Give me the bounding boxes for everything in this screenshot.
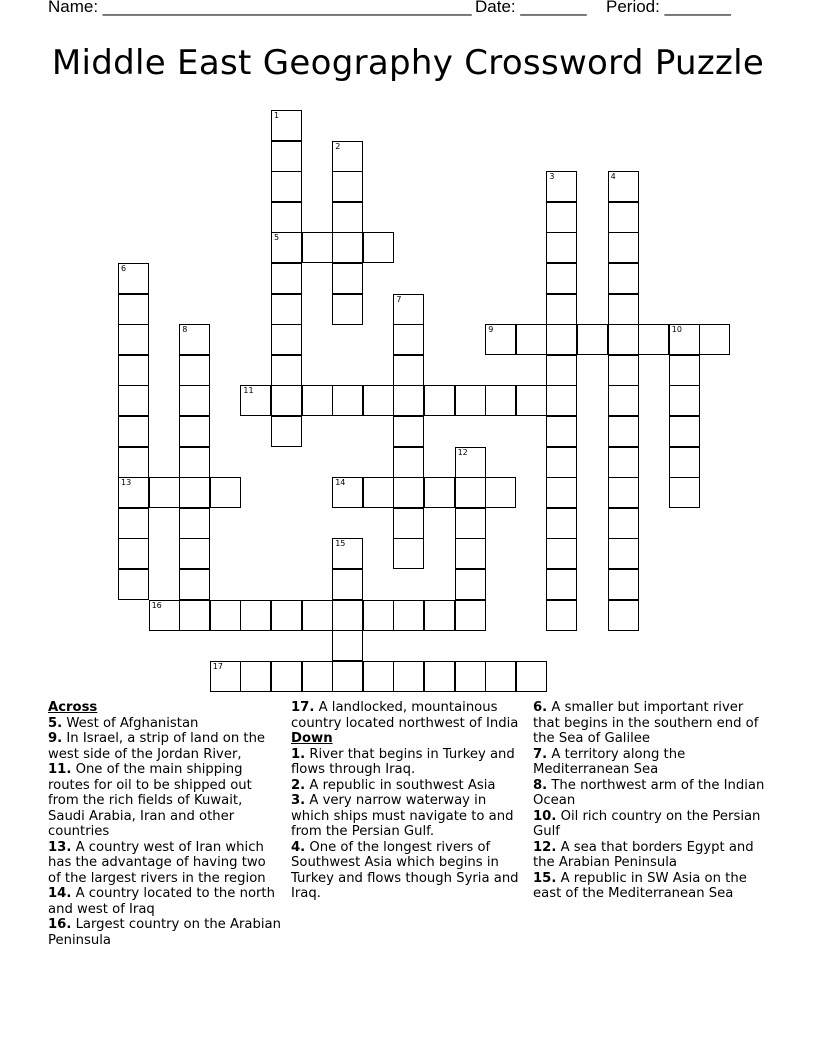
- crossword-cell[interactable]: [118, 263, 149, 294]
- clue-number-label: 8: [182, 325, 188, 335]
- period-field[interactable]: Period: _______: [606, 0, 731, 16]
- clue-number: 16.: [48, 917, 72, 932]
- clue-text: West of Afghanistan: [62, 715, 199, 731]
- crossword-cell[interactable]: [118, 385, 149, 416]
- crossword-cell[interactable]: [669, 355, 700, 386]
- crossword-cell[interactable]: [546, 202, 577, 233]
- clue-number-label: 17: [212, 661, 223, 671]
- clue-number: 4.: [291, 839, 306, 855]
- clue-item: [533, 778, 769, 809]
- crossword-cell[interactable]: [363, 661, 394, 692]
- clue-text: A country located to the north and west of Iraq: [48, 886, 275, 917]
- crossword-cell[interactable]: [546, 538, 577, 569]
- clue-number: 1.: [291, 746, 306, 762]
- clue-number: 2.: [291, 777, 306, 793]
- date-field[interactable]: Date: _______: [475, 0, 587, 16]
- clue-text: A territory along the Mediterranean Sea: [533, 746, 686, 777]
- crossword-cell[interactable]: [485, 385, 516, 416]
- crossword-cell[interactable]: [332, 630, 363, 661]
- crossword-cell[interactable]: [393, 600, 424, 631]
- crossword-cell[interactable]: [424, 385, 455, 416]
- crossword-cell[interactable]: [332, 232, 363, 263]
- crossword-cell[interactable]: [699, 324, 730, 355]
- crossword-cell[interactable]: [149, 600, 180, 631]
- crossword-cell[interactable]: [118, 477, 149, 508]
- crossword-cell[interactable]: [271, 355, 302, 386]
- crossword-cell[interactable]: [363, 477, 394, 508]
- crossword-cell[interactable]: [179, 569, 210, 600]
- clue-number-label: 13: [121, 478, 132, 488]
- crossword-cell[interactable]: [393, 477, 424, 508]
- crossword-cell[interactable]: [332, 141, 363, 172]
- crossword-cell[interactable]: [363, 232, 394, 263]
- crossword-cell[interactable]: [608, 355, 639, 386]
- crossword-cell[interactable]: [179, 385, 210, 416]
- crossword-cell[interactable]: [149, 477, 180, 508]
- crossword-cell[interactable]: [302, 600, 333, 631]
- crossword-cell[interactable]: [546, 263, 577, 294]
- crossword-cell[interactable]: [608, 600, 639, 631]
- clue-number-label: 4: [610, 172, 616, 182]
- clue-text: A republic in SW Asia on the east of the Mediterranean Sea: [533, 870, 747, 901]
- clue-number: 14.: [48, 886, 72, 901]
- crossword-cell[interactable]: [669, 416, 700, 447]
- crossword-cell[interactable]: [118, 447, 149, 478]
- clue-number: 13.: [48, 839, 72, 855]
- crossword-cell[interactable]: [271, 416, 302, 447]
- crossword-cell[interactable]: [393, 294, 424, 325]
- crossword-cell[interactable]: [608, 324, 639, 355]
- crossword-cell[interactable]: [332, 202, 363, 233]
- clue-item: [533, 871, 769, 902]
- clue-number-label: 10: [671, 325, 682, 335]
- crossword-cell[interactable]: [546, 294, 577, 325]
- crossword-cell[interactable]: [455, 569, 486, 600]
- crossword-cell[interactable]: [271, 171, 302, 202]
- crossword-cell[interactable]: [546, 600, 577, 631]
- crossword-cell[interactable]: [455, 477, 486, 508]
- crossword-cell[interactable]: [240, 385, 271, 416]
- crossword-cell[interactable]: [546, 324, 577, 355]
- crossword-cell[interactable]: [608, 232, 639, 263]
- crossword-cell[interactable]: [546, 232, 577, 263]
- crossword-cell[interactable]: [608, 202, 639, 233]
- clue-text: A country west of Iran which has the advantage of having two of the largest rivers in the region: [48, 839, 266, 886]
- clue-item: [291, 747, 525, 778]
- crossword-cell[interactable]: [332, 538, 363, 569]
- crossword-cell[interactable]: [393, 538, 424, 569]
- crossword-cell[interactable]: [577, 324, 608, 355]
- clue-number: 15.: [533, 870, 557, 886]
- clue-text: Largest country on the Arabian Peninsula: [48, 917, 281, 948]
- clue-number-label: 3: [549, 172, 555, 182]
- clue-item: [48, 886, 282, 917]
- crossword-cell[interactable]: [393, 416, 424, 447]
- clue-item: [48, 731, 282, 762]
- crossword-cell[interactable]: [485, 477, 516, 508]
- clue-item: [48, 716, 282, 732]
- clue-number: 8.: [533, 777, 548, 793]
- down-heading: Down: [291, 731, 333, 746]
- clue-text: A smaller but important river that begins in the southern end of the Sea of Galilee: [533, 700, 759, 746]
- crossword-cell[interactable]: [302, 661, 333, 692]
- clues-column-1: [48, 700, 282, 948]
- crossword-cell[interactable]: [455, 508, 486, 539]
- crossword-cell[interactable]: [669, 385, 700, 416]
- crossword-cell[interactable]: [424, 600, 455, 631]
- crossword-cell[interactable]: [608, 447, 639, 478]
- clue-number-label: 2: [335, 141, 341, 151]
- crossword-cell[interactable]: [393, 385, 424, 416]
- crossword-cell[interactable]: [608, 294, 639, 325]
- clue-item: [291, 793, 525, 840]
- crossword-cell[interactable]: [608, 508, 639, 539]
- crossword-cell[interactable]: [638, 324, 669, 355]
- crossword-cell[interactable]: [608, 477, 639, 508]
- name-field[interactable]: Name: _______________________________________: [48, 0, 472, 16]
- crossword-cell[interactable]: [271, 202, 302, 233]
- clue-item: [291, 778, 525, 794]
- crossword-cell[interactable]: [271, 661, 302, 692]
- clue-number: 7.: [533, 746, 548, 762]
- crossword-cell[interactable]: [485, 324, 516, 355]
- crossword-cell[interactable]: [179, 324, 210, 355]
- crossword-cell[interactable]: [118, 538, 149, 569]
- crossword-cell[interactable]: [210, 477, 241, 508]
- clue-text: A sea that borders Egypt and the Arabian Peninsula: [533, 839, 754, 870]
- crossword-cell[interactable]: [485, 661, 516, 692]
- clue-text: A landlocked, mountainous country located northwest of India: [291, 700, 519, 731]
- crossword-cell[interactable]: [271, 263, 302, 294]
- crossword-cell[interactable]: [210, 600, 241, 631]
- clue-number: 9.: [48, 731, 63, 746]
- clue-text: Oil rich country on the Persian Gulf: [533, 808, 761, 839]
- clue-number: 5.: [48, 715, 63, 731]
- crossword-cell[interactable]: [546, 385, 577, 416]
- clue-number: 10.: [533, 808, 557, 824]
- crossword-cell[interactable]: [608, 569, 639, 600]
- crossword-cell[interactable]: [608, 263, 639, 294]
- crossword-cell[interactable]: [118, 355, 149, 386]
- clue-item: [291, 700, 525, 731]
- crossword-cell[interactable]: [393, 508, 424, 539]
- clue-item: [533, 700, 769, 747]
- clue-number: 3.: [291, 793, 306, 808]
- crossword-cell[interactable]: [669, 324, 700, 355]
- clues-column-2: [291, 700, 525, 902]
- crossword-cell[interactable]: [332, 385, 363, 416]
- crossword-cell[interactable]: [118, 324, 149, 355]
- crossword-cell[interactable]: [179, 538, 210, 569]
- clue-item: [48, 762, 282, 840]
- crossword-cell[interactable]: [179, 508, 210, 539]
- crossword-cell[interactable]: [424, 661, 455, 692]
- clue-text: One of the main shipping routes for oil to be shipped out from the rich fields of Kuwait, Saudi Arabia, Iran and other countries: [48, 762, 252, 839]
- crossword-cell[interactable]: [210, 661, 241, 692]
- clue-number-label: 1: [274, 111, 280, 120]
- clue-number-label: 7: [396, 294, 402, 304]
- clues-column-3: [533, 700, 769, 902]
- crossword-cell[interactable]: [424, 477, 455, 508]
- clue-number-label: 14: [335, 478, 346, 488]
- clue-text: A republic in southwest Asia: [305, 777, 496, 793]
- crossword-cell[interactable]: [393, 355, 424, 386]
- crossword-cell[interactable]: [455, 538, 486, 569]
- crossword-cell[interactable]: [240, 600, 271, 631]
- crossword-cell[interactable]: [363, 385, 394, 416]
- clue-text: The northwest arm of the Indian Ocean: [533, 777, 765, 808]
- crossword-cell[interactable]: [455, 385, 486, 416]
- clue-item: [291, 840, 525, 902]
- crossword-cell[interactable]: [179, 477, 210, 508]
- clue-number-label: 15: [335, 539, 346, 549]
- crossword-cell[interactable]: [516, 661, 547, 692]
- crossword-cell[interactable]: [546, 477, 577, 508]
- clue-item: [533, 809, 769, 840]
- crossword-cell[interactable]: [118, 508, 149, 539]
- crossword-cell[interactable]: [669, 477, 700, 508]
- crossword-cell[interactable]: [608, 171, 639, 202]
- crossword-cell[interactable]: [546, 355, 577, 386]
- crossword-cell[interactable]: [240, 661, 271, 692]
- crossword-cell[interactable]: [455, 447, 486, 478]
- clue-number-label: 12: [457, 447, 468, 457]
- page-title: Middle East Geography Crossword Puzzle: [51, 43, 765, 83]
- crossword-cell[interactable]: [516, 385, 547, 416]
- crossword-cell[interactable]: [179, 355, 210, 386]
- crossword-cell[interactable]: [332, 569, 363, 600]
- crossword-cell[interactable]: [332, 294, 363, 325]
- crossword-cell[interactable]: [608, 538, 639, 569]
- crossword-cell[interactable]: [332, 477, 363, 508]
- crossword-cell[interactable]: [393, 447, 424, 478]
- crossword-cell[interactable]: [271, 232, 302, 263]
- clue-text: River that begins in Turkey and flows through Iraq.: [291, 746, 515, 777]
- clue-number: 12.: [533, 839, 557, 855]
- clue-text: In Israel, a strip of land on the west side of the Jordan River,: [48, 731, 266, 762]
- crossword-cell[interactable]: [546, 508, 577, 539]
- clue-number-label: 6: [121, 264, 127, 273]
- crossword-cell[interactable]: [393, 324, 424, 355]
- crossword-cell[interactable]: [608, 385, 639, 416]
- clue-number-label: 5: [274, 233, 280, 243]
- clue-item: [533, 840, 769, 871]
- crossword-cell[interactable]: [179, 416, 210, 447]
- crossword-cell[interactable]: [332, 171, 363, 202]
- clue-text: A very narrow waterway in which ships must navigate to and from the Persian Gulf.: [291, 793, 514, 839]
- crossword-cell[interactable]: [271, 294, 302, 325]
- clue-item: [48, 917, 282, 948]
- clue-item: [48, 840, 282, 887]
- crossword-cell[interactable]: [393, 661, 424, 692]
- crossword-cell[interactable]: [118, 294, 149, 325]
- crossword-cell[interactable]: [363, 600, 394, 631]
- crossword-cell[interactable]: [271, 141, 302, 172]
- clue-number-label: 16: [151, 600, 162, 610]
- clue-number: 17.: [291, 700, 315, 715]
- crossword-cell[interactable]: [271, 324, 302, 355]
- crossword-cell[interactable]: [332, 600, 363, 631]
- crossword-cell[interactable]: [179, 447, 210, 478]
- clue-number: 6.: [533, 700, 548, 715]
- crossword-cell[interactable]: [271, 385, 302, 416]
- crossword-cell[interactable]: [179, 600, 210, 631]
- crossword-cell[interactable]: [455, 600, 486, 631]
- crossword-cell[interactable]: [546, 447, 577, 478]
- across-heading: Across: [48, 700, 98, 715]
- crossword-cell[interactable]: [271, 600, 302, 631]
- crossword-cell[interactable]: [455, 661, 486, 692]
- clue-number-label: 9: [488, 325, 494, 335]
- crossword-cell[interactable]: [608, 416, 639, 447]
- crossword-cell[interactable]: [546, 569, 577, 600]
- crossword-cell[interactable]: [546, 171, 577, 202]
- crossword-cell[interactable]: [516, 324, 547, 355]
- clue-number: 11.: [48, 762, 72, 777]
- header: [48, 0, 788, 21]
- crossword-cell[interactable]: [118, 416, 149, 447]
- crossword-cell[interactable]: [546, 416, 577, 447]
- crossword-cell[interactable]: [302, 385, 333, 416]
- clue-item: [533, 747, 769, 778]
- clue-text: One of the longest rivers of Southwest Asia which begins in Turkey and flows though Syria and Iraq.: [291, 839, 519, 901]
- clue-number-label: 11: [243, 386, 254, 396]
- crossword-cell[interactable]: [669, 447, 700, 478]
- crossword-cell[interactable]: [332, 661, 363, 692]
- crossword-cell[interactable]: [271, 110, 302, 141]
- crossword-cell[interactable]: [332, 263, 363, 294]
- crossword-cell[interactable]: [118, 569, 149, 600]
- crossword-cell[interactable]: [302, 232, 333, 263]
